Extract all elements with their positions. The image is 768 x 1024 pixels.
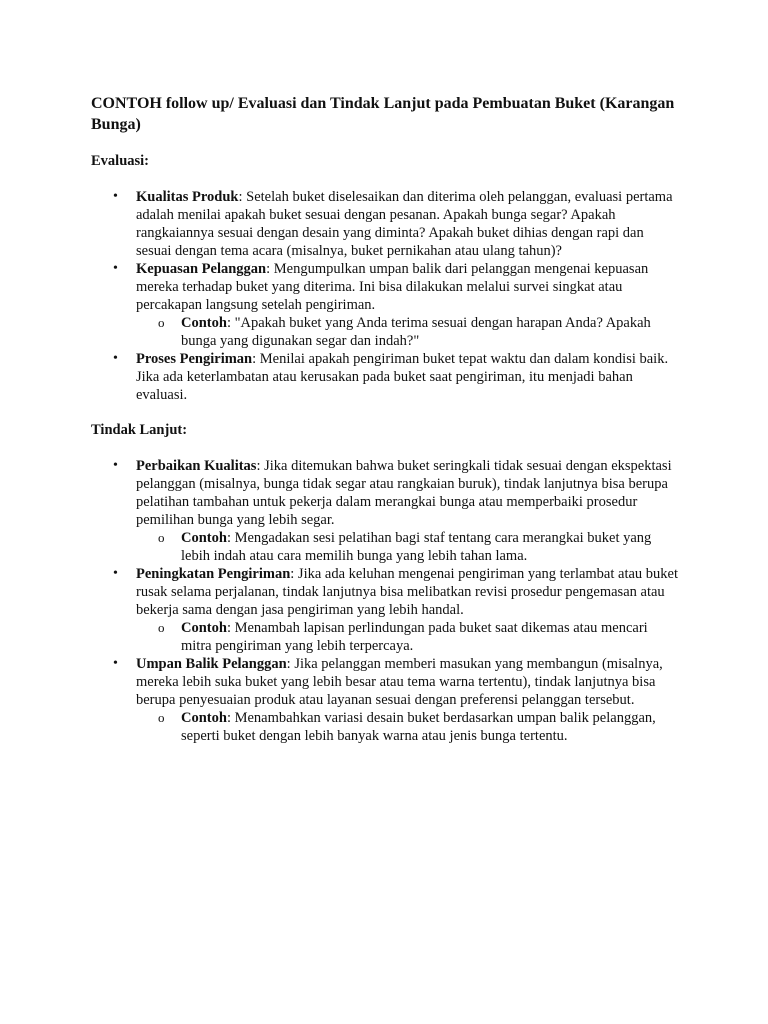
list-item: [91, 188, 681, 260]
item-text: : Jika ada keluhan mengenai pengiriman yang terlambat atau buket rusak selama perjalanan, tindak lanjutnya bisa melibatkan revisi prosedur pengemasan atau bekerja sama dengan jasa pengiriman yang lebih handal.: [136, 566, 679, 618]
item-term: Kualitas Produk: [136, 189, 239, 205]
sub-item-text: : Menambah lapisan perlindungan pada buket saat dikemas atau mencari mitra pengiriman yang lebih terpercaya.: [181, 620, 648, 654]
sub-item-term: Contoh: [181, 315, 227, 331]
sub-bullet-marker: o: [158, 620, 165, 635]
evaluasi-list: [91, 188, 681, 404]
list-item: [91, 350, 681, 404]
document-title: CONTOH follow up/ Evaluasi dan Tindak Lanjut pada Pembuatan Buket (Karangan Bunga): [91, 95, 675, 133]
item-text: : Setelah buket diselesaikan dan diterima oleh pelanggan, evaluasi pertama adalah menilai apakah buket sesuai dengan pesanan. Apakah bunga segar? Apakah rangkaiannya sesuai dengan desain yang diminta? Apakah buket dihias dengan rapi dan sesuai dengan tema acara (misalnya, buket pernikahan atau ulang tahun)?: [136, 189, 673, 259]
item-text: : Jika pelanggan memberi masukan yang membangun (misalnya, mereka lebih suka buket yang lebih besar atau tema warna tertentu), tindak lanjutnya bisa berupa penyesuaian produk atau layanan sesuai dengan preferensi pelanggan tersebut.: [136, 656, 663, 708]
sub-item-term: Contoh: [181, 710, 227, 726]
sub-list-item: [136, 314, 681, 350]
list-item: [91, 565, 681, 655]
sub-bullet-marker: o: [158, 530, 165, 545]
sub-item-text: : Menambahkan variasi desain buket berdasarkan umpan balik pelanggan, seperti buket dengan lebih banyak warna atau jenis bunga tertentu.: [181, 710, 656, 744]
sub-list-item: [136, 529, 681, 565]
bullet-marker: •: [113, 566, 118, 581]
list-item: [91, 260, 681, 350]
item-term: Peningkatan Pengiriman: [136, 566, 291, 582]
list-item: [91, 655, 681, 745]
sub-item-text: : Mengadakan sesi pelatihan bagi staf tentang cara merangkai buket yang lebih indah atau cara memilih bunga yang lebih tahan lama.: [181, 530, 652, 564]
sub-bullet-marker: o: [158, 710, 165, 725]
sub-list-item: [136, 709, 681, 745]
sub-bullet-marker: o: [158, 315, 165, 330]
item-term: Kepuasan Pelanggan: [136, 261, 267, 277]
item-term: Perbaikan Kualitas: [136, 458, 257, 474]
item-term: Proses Pengiriman: [136, 351, 253, 367]
item-text: : Menilai apakah pengiriman buket tepat waktu dan dalam kondisi baik. Jika ada keterlambatan atau kerusakan pada buket saat pengiriman, itu menjadi bahan evaluasi.: [136, 351, 669, 403]
bullet-marker: •: [113, 261, 118, 276]
sub-list: [136, 314, 681, 350]
bullet-marker: •: [113, 351, 118, 366]
item-text: : Jika ditemukan bahwa buket seringkali tidak sesuai dengan ekspektasi pelanggan (misalnya, bunga tidak segar atau rangkaian buruk), tindak lanjutnya bisa berupa pelatihan tambahan untuk pekerja dalam merangkai bunga atau memperbaiki prosedur pemilihan bunga yang lebih segar.: [136, 458, 672, 528]
sub-item-text: : "Apakah buket yang Anda terima sesuai dengan harapan Anda? Apakah bunga yang digunakan segar dan indah?": [181, 315, 651, 349]
section-heading-tindak-lanjut: Tindak Lanjut:: [91, 422, 188, 438]
sub-list: [136, 619, 681, 655]
bullet-marker: •: [113, 458, 118, 473]
item-term: Umpan Balik Pelanggan: [136, 656, 287, 672]
tindak-lanjut-list: [91, 457, 681, 745]
section-heading-evaluasi: Evaluasi:: [91, 153, 150, 169]
bullet-marker: •: [113, 656, 118, 671]
list-item: [91, 457, 681, 565]
sub-list: [136, 709, 681, 745]
section-evaluasi: [91, 152, 681, 404]
document-page: [91, 93, 681, 745]
sub-list-item: [136, 619, 681, 655]
bullet-marker: •: [113, 189, 118, 204]
section-tindak-lanjut: [91, 421, 681, 745]
item-text: : Mengumpulkan umpan balik dari pelanggan mengenai kepuasan mereka terhadap buket yang diterima. Ini bisa dilakukan melalui survei singkat atau percakapan langsung setelah pengiriman.: [136, 261, 649, 313]
sub-item-term: Contoh: [181, 620, 227, 636]
sub-list: [136, 529, 681, 565]
sub-item-term: Contoh: [181, 530, 227, 546]
